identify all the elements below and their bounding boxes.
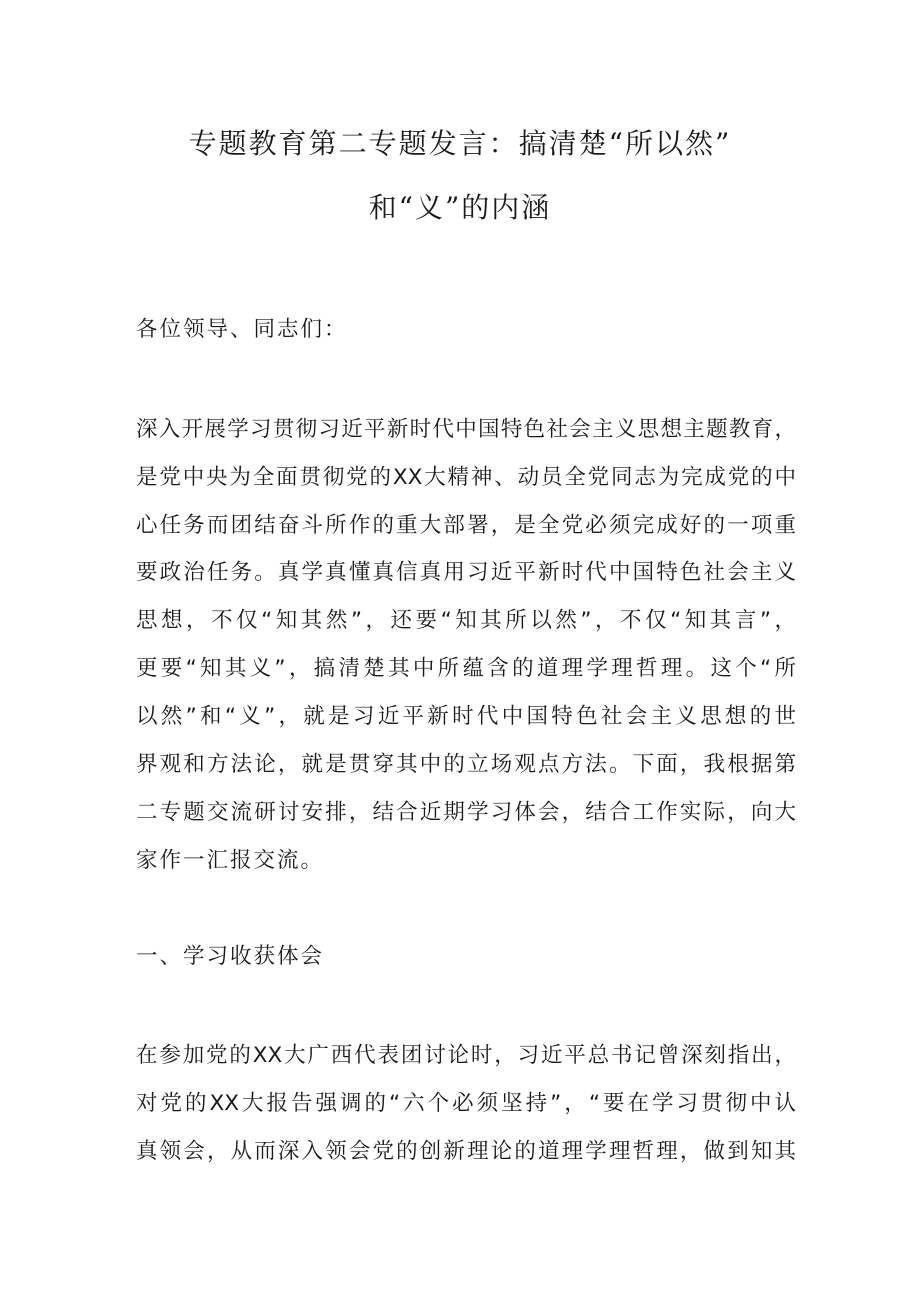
paragraph-line: 二专题交流研讨安排，结合近期学习体会，结合工作实际，向大: [136, 800, 796, 825]
paragraph-line: 以然”和“义”，就是习近平新时代中国特色社会主义思想的世: [136, 704, 796, 729]
paragraph-line: 要政治任务。真学真懂真信真用习近平新时代中国特色社会主义: [136, 560, 796, 585]
paragraph-line: 界观和方法论，就是贯穿其中的立场观点方法。下面，我根据第: [136, 752, 796, 777]
paragraph-line: 对党的XX大报告强调的“六个必须坚持”，“要在学习贯彻中认: [136, 1091, 796, 1116]
paragraph-line: 心任务而团结奋斗所作的重大部署，是全党必须完成好的一项重: [136, 513, 796, 538]
paragraph-line: 更要“知其义”，搞清楚其中所蕴含的道理学理哲理。这个“所: [136, 656, 796, 681]
document-title-line-1: 专题教育第二专题发言：搞清楚“所以然”: [188, 127, 732, 160]
paragraph-line: 是党中央为全面贯彻党的XX大精神、动员全党同志为完成党的中: [136, 465, 796, 490]
salutation: 各位领导、同志们：: [136, 317, 348, 342]
paragraph-line: 思想，不仅“知其然”，还要“知其所以然”，不仅“知其言”，: [136, 608, 796, 633]
paragraph-line: 在参加党的XX大广西代表团讨论时，习近平总书记曾深刻指出，: [136, 1043, 796, 1068]
section-heading: 一、学习收获体会: [136, 944, 325, 969]
paragraph-line: 深入开展学习贯彻习近平新时代中国特色社会主义思想主题教育，: [136, 417, 796, 442]
paragraph-line: 真领会，从而深入领会党的创新理论的道理学理哲理，做到知其: [136, 1139, 796, 1164]
document-title-line-2: 和“义”的内涵: [368, 191, 552, 224]
paragraph-line: 家作一汇报交流。: [136, 848, 325, 873]
